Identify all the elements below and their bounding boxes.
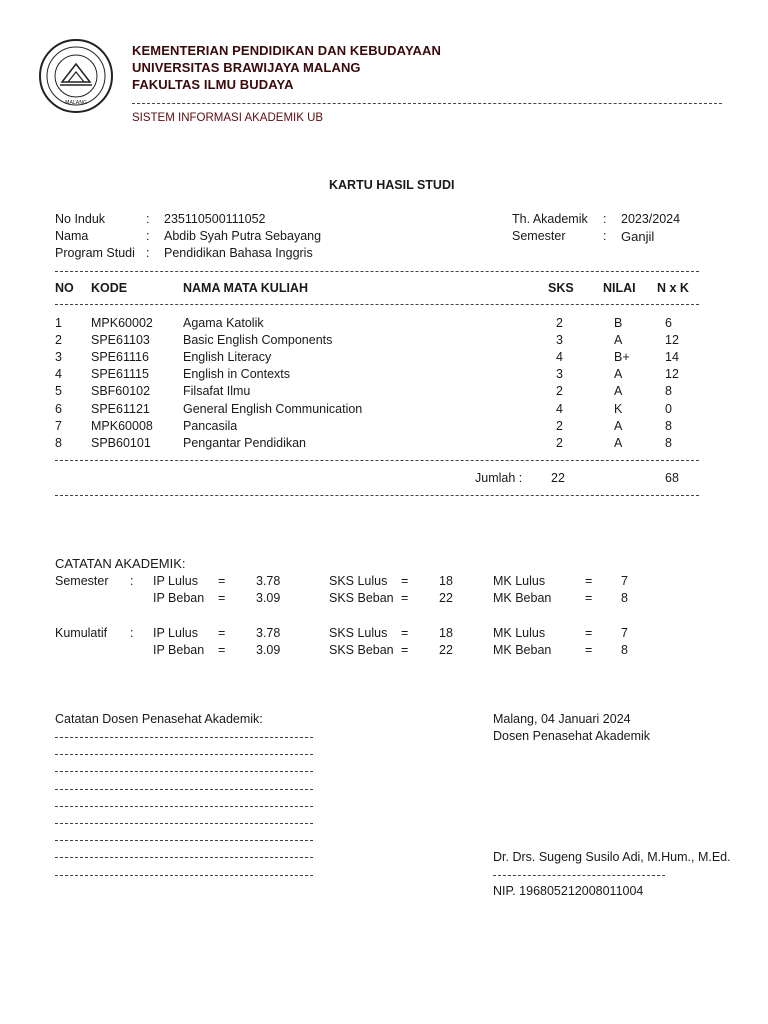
semester-ip-lulus-value: 3.78 xyxy=(256,574,281,588)
table-header-rule xyxy=(55,304,699,305)
semester-mk-lulus-label: MK Lulus xyxy=(493,574,546,588)
row-sks: 4 xyxy=(556,350,563,365)
faculty-name: FAKULTAS ILMU BUDAYA xyxy=(132,77,294,92)
nama-label: Nama xyxy=(55,229,89,243)
jumlah-sks: 22 xyxy=(551,471,565,485)
row-no: 4 xyxy=(55,367,62,382)
row-nama: English in Contexts xyxy=(183,367,291,382)
row-nama: Filsafat Ilmu xyxy=(183,384,251,399)
equals-sign: = xyxy=(585,643,593,657)
row-nilai: A xyxy=(614,435,623,450)
semester-mk-beban-label: MK Beban xyxy=(493,591,552,605)
ministry-name: KEMENTERIAN PENDIDIKAN DAN KEBUDAYAAN xyxy=(132,43,441,58)
row-nama: English Literacy xyxy=(183,350,272,365)
semester-sks-lulus-label: SKS Lulus xyxy=(329,574,388,588)
row-kode: SPE61121 xyxy=(91,401,150,416)
row-no: 3 xyxy=(55,350,62,365)
catatan-title: CATATAN AKADEMIK: xyxy=(55,556,186,571)
row-nxk: 14 xyxy=(665,350,679,365)
equals-sign: = xyxy=(401,643,409,657)
colon: : xyxy=(130,626,134,640)
colon: : xyxy=(603,212,607,226)
row-nama: Basic English Components xyxy=(183,333,333,348)
prodi-label: Program Studi xyxy=(55,246,135,260)
row-nilai: B+ xyxy=(614,350,630,365)
row-nxk: 12 xyxy=(665,333,679,348)
row-nama: Agama Katolik xyxy=(183,316,264,330)
row-nilai: A xyxy=(614,333,623,348)
equals-sign: = xyxy=(401,591,409,605)
no-induk-label: No Induk xyxy=(55,212,106,226)
jumlah-nxk: 68 xyxy=(665,471,679,485)
note-line xyxy=(55,823,313,824)
university-seal-logo xyxy=(38,38,114,114)
row-nxk: 12 xyxy=(665,367,679,382)
semester-ip-beban-label: IP Beban xyxy=(153,591,205,605)
semester-label: Semester xyxy=(512,229,566,243)
nama-value: Abdib Syah Putra Sebayang xyxy=(164,229,322,243)
row-nama: Pengantar Pendidikan xyxy=(183,435,307,450)
document-title: KARTU HASIL STUDI xyxy=(329,178,455,192)
row-sks: 2 xyxy=(556,418,563,433)
equals-sign: = xyxy=(218,574,226,588)
row-no: 6 xyxy=(55,401,62,416)
no-induk-value: 235110500111052 xyxy=(164,212,266,226)
colon: : xyxy=(146,229,150,243)
colon: : xyxy=(146,212,150,226)
colon: : xyxy=(146,246,150,260)
col-header-kode: KODE xyxy=(91,281,128,295)
equals-sign: = xyxy=(585,626,593,640)
row-nilai: B xyxy=(614,316,623,330)
row-kode: MPK60002 xyxy=(91,316,153,330)
row-no: 1 xyxy=(55,316,62,330)
semester-sks-beban-value: 22 xyxy=(439,591,453,605)
row-nxk: 8 xyxy=(665,435,672,450)
row-nxk: 8 xyxy=(665,418,672,433)
kumulatif-ip-lulus-value: 3.78 xyxy=(256,626,281,640)
row-nilai: A xyxy=(614,418,623,433)
equals-sign: = xyxy=(401,574,409,588)
svg-text:MALANG: MALANG xyxy=(65,100,87,106)
kumulatif-ip-lulus-label: IP Lulus xyxy=(153,626,198,640)
col-header-nxk: N x K xyxy=(657,281,689,295)
note-line xyxy=(55,789,313,790)
col-header-nama: NAMA MATA KULIAH xyxy=(183,281,308,295)
equals-sign: = xyxy=(585,574,593,588)
kumulatif-mk-lulus-value: 7 xyxy=(621,626,628,640)
semester-sks-beban-label: SKS Beban xyxy=(329,591,394,605)
kumulatif-sks-lulus-value: 18 xyxy=(439,626,453,640)
semester-ip-lulus-label: IP Lulus xyxy=(153,574,198,588)
table-top-rule xyxy=(55,271,699,272)
jumlah-label: Jumlah : xyxy=(475,471,523,485)
dosen-nip: NIP. 196805212008011004 xyxy=(493,884,644,898)
row-no: 5 xyxy=(55,384,62,399)
row-sks: 4 xyxy=(556,401,563,416)
kumulatif-mk-beban-value: 8 xyxy=(621,643,628,657)
th-akademik-value: 2023/2024 xyxy=(621,212,681,226)
col-header-no: NO xyxy=(55,281,74,295)
note-line xyxy=(55,754,313,755)
colon: : xyxy=(130,574,134,588)
equals-sign: = xyxy=(401,626,409,640)
dosen-title: Dosen Penasehat Akademik xyxy=(493,729,651,743)
prodi-value: Pendidikan Bahasa Inggris xyxy=(164,246,313,260)
row-nilai: A xyxy=(614,384,623,399)
kumulatif-sks-lulus-label: SKS Lulus xyxy=(329,626,388,640)
table-bottom-rule xyxy=(55,460,699,461)
kumulatif-ip-beban-label: IP Beban xyxy=(153,643,205,657)
row-sks: 2 xyxy=(556,384,563,399)
semester-label: Semester xyxy=(55,574,109,588)
kumulatif-sks-beban-value: 22 xyxy=(439,643,453,657)
row-sks: 2 xyxy=(556,316,563,330)
signature-rule xyxy=(493,875,665,876)
row-kode: SPB60101 xyxy=(91,435,151,450)
kumulatif-mk-beban-label: MK Beban xyxy=(493,643,552,657)
row-nama: Pancasila xyxy=(183,418,238,433)
dosen-note-label: Catatan Dosen Penasehat Akademik: xyxy=(55,712,263,726)
note-line xyxy=(55,875,313,876)
row-kode: MPK60008 xyxy=(91,418,153,433)
equals-sign: = xyxy=(218,643,226,657)
note-line xyxy=(55,737,313,738)
row-nxk: 8 xyxy=(665,384,672,399)
semester-mk-lulus-value: 7 xyxy=(621,574,628,588)
row-nxk: 0 xyxy=(665,401,672,416)
row-kode: SBF60102 xyxy=(91,384,151,399)
kumulatif-sks-beban-label: SKS Beban xyxy=(329,643,394,657)
place-date: Malang, 04 Januari 2024 xyxy=(493,712,631,726)
row-sks: 3 xyxy=(556,333,563,348)
equals-sign: = xyxy=(585,591,593,605)
note-line xyxy=(55,857,313,858)
semester-value: Ganjil xyxy=(621,229,655,244)
row-no: 8 xyxy=(55,435,62,450)
row-no: 7 xyxy=(55,418,62,433)
note-line xyxy=(55,771,313,772)
kumulatif-label: Kumulatif xyxy=(55,626,108,640)
row-kode: SPE61103 xyxy=(91,333,150,348)
kumulatif-ip-beban-value: 3.09 xyxy=(256,643,281,657)
semester-ip-beban-value: 3.09 xyxy=(256,591,281,605)
col-header-sks: SKS xyxy=(548,281,574,295)
row-sks: 3 xyxy=(556,367,563,382)
row-kode: SPE61116 xyxy=(91,350,149,365)
table-total-rule xyxy=(55,495,699,496)
row-nilai: A xyxy=(614,367,623,382)
equals-sign: = xyxy=(218,591,226,605)
th-akademik-label: Th. Akademik xyxy=(512,212,588,226)
note-line xyxy=(55,806,313,807)
header-divider xyxy=(132,103,722,104)
row-kode: SPE61115 xyxy=(91,367,149,382)
semester-sks-lulus-value: 18 xyxy=(439,574,453,588)
equals-sign: = xyxy=(218,626,226,640)
col-header-nilai: NILAI xyxy=(603,281,636,295)
row-nilai: K xyxy=(614,401,623,416)
dosen-name: Dr. Drs. Sugeng Susilo Adi, M.Hum., M.Ed. xyxy=(493,850,731,864)
university-name: UNIVERSITAS BRAWIJAYA MALANG xyxy=(132,60,361,75)
semester-mk-beban-value: 8 xyxy=(621,591,628,605)
system-name: SISTEM INFORMASI AKADEMIK UB xyxy=(132,112,324,124)
kumulatif-mk-lulus-label: MK Lulus xyxy=(493,626,546,640)
row-sks: 2 xyxy=(556,435,563,450)
note-line xyxy=(55,840,313,841)
row-no: 2 xyxy=(55,333,62,348)
colon: : xyxy=(603,229,607,243)
row-nxk: 6 xyxy=(665,316,672,330)
row-nama: General English Communication xyxy=(183,401,363,416)
